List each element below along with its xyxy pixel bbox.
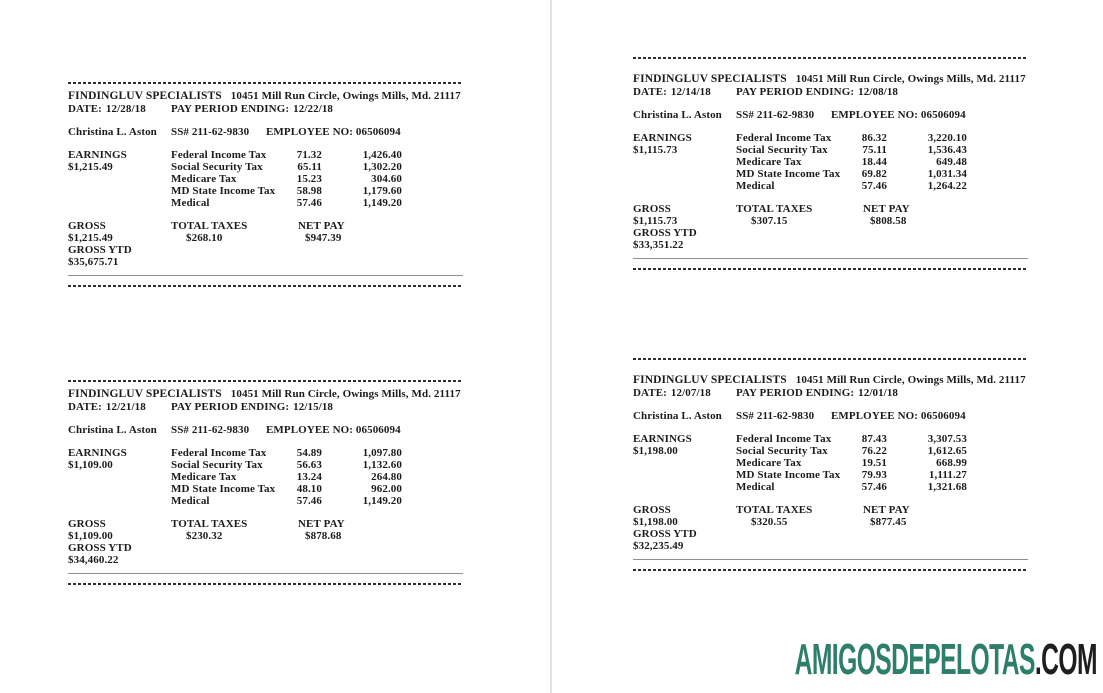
- company-name: FINDINGLUV SPECIALISTS: [68, 388, 222, 400]
- tax-name: Social Security Tax: [736, 144, 828, 156]
- pay-period-cell: [736, 387, 1028, 400]
- total-taxes-label: TOTAL TAXES: [171, 518, 248, 530]
- tax-current-amount: 13.24: [296, 471, 322, 483]
- tax-table: [68, 447, 463, 507]
- tax-ytd-amount: 649.48: [936, 156, 967, 168]
- earnings-label: EARNINGS: [633, 132, 692, 144]
- tax-name: Federal Income Tax: [171, 149, 267, 161]
- total-taxes-amount: $268.10: [186, 232, 223, 244]
- stub-top-dashed-divider: [68, 82, 463, 84]
- tax-row: [171, 483, 463, 495]
- tax-rows: [736, 132, 1028, 192]
- net-pay-amount: $877.45: [870, 516, 907, 528]
- gross-ytd-amount: $35,675.71: [68, 256, 119, 268]
- pay-period-cell: [171, 401, 463, 414]
- net-pay-block: [863, 203, 910, 227]
- tax-ytd-amount: 1,612.65: [927, 445, 967, 457]
- tax-name: Medicare Tax: [171, 471, 237, 483]
- paystub-1: [68, 82, 463, 287]
- pay-period-value: 12/01/18: [858, 387, 899, 399]
- tax-ytd-amount: 668.99: [936, 457, 967, 469]
- tax-current-amount: 15.23: [296, 173, 322, 185]
- tax-name: MD State Income Tax: [171, 483, 276, 495]
- total-taxes-amount: $230.32: [186, 530, 223, 542]
- company-header: [68, 90, 463, 103]
- total-taxes-block: [736, 203, 812, 227]
- gross-ytd-amount: $34,460.22: [68, 554, 119, 566]
- tax-table: [68, 149, 463, 209]
- pay-period-label: PAY PERIOD ENDING:: [171, 401, 290, 413]
- net-pay-label: NET PAY: [298, 518, 345, 530]
- tax-table: [633, 132, 1028, 192]
- tax-row: [171, 197, 463, 209]
- pay-period-label: PAY PERIOD ENDING:: [736, 86, 855, 98]
- gross-ytd-amount: $32,235.49: [633, 540, 684, 552]
- tax-row: [736, 481, 1028, 493]
- tax-ytd-amount: 1,426.40: [362, 149, 402, 161]
- date-label: DATE:: [633, 387, 667, 399]
- stub-bottom-dashed-divider: [68, 285, 463, 287]
- tax-name: Federal Income Tax: [171, 447, 267, 459]
- tax-ytd-amount: 1,536.43: [927, 144, 967, 156]
- date-cell: [633, 387, 736, 400]
- employee-row: [68, 126, 463, 139]
- totals-section: [633, 504, 1028, 552]
- tax-rows: [736, 433, 1028, 493]
- employee-name: Christina L. Aston: [633, 109, 722, 121]
- employee-ssn: SS# 211-62-9830: [171, 126, 250, 138]
- gross-ytd-label: GROSS YTD: [68, 244, 132, 256]
- net-pay-block: [298, 518, 345, 542]
- totals-section: [68, 518, 463, 566]
- gross-label: GROSS: [633, 504, 671, 516]
- earnings-label: EARNINGS: [68, 447, 127, 459]
- tax-row: [171, 495, 463, 507]
- tax-row: [171, 161, 463, 173]
- company-name: FINDINGLUV SPECIALISTS: [633, 73, 787, 85]
- total-taxes-label: TOTAL TAXES: [171, 220, 248, 232]
- paystub-3: [633, 57, 1028, 270]
- tax-current-amount: 76.22: [861, 445, 887, 457]
- gross-ytd-label: GROSS YTD: [633, 227, 697, 239]
- date-label: DATE:: [633, 86, 667, 98]
- tax-ytd-amount: 1,149.20: [362, 197, 402, 209]
- company-name: FINDINGLUV SPECIALISTS: [633, 374, 787, 386]
- earnings-amount: $1,198.00: [633, 445, 678, 457]
- tax-name: MD State Income Tax: [736, 168, 841, 180]
- earnings-amount: $1,215.49: [68, 161, 113, 173]
- tax-rows: [171, 149, 463, 209]
- tax-name: Social Security Tax: [171, 161, 263, 173]
- tax-current-amount: 57.46: [296, 495, 322, 507]
- earnings-block: [633, 132, 692, 156]
- tax-ytd-amount: 3,307.53: [927, 433, 967, 445]
- net-pay-amount: $878.68: [305, 530, 342, 542]
- pay-period-label: PAY PERIOD ENDING:: [171, 103, 290, 115]
- company-header: [633, 374, 1028, 387]
- stub-solid-divider: [633, 258, 1028, 259]
- gross-block: [68, 220, 171, 268]
- gross-label: GROSS: [68, 518, 106, 530]
- pay-period-value: 12/15/18: [293, 401, 334, 413]
- tax-row: [171, 447, 463, 459]
- tax-name: Medical: [736, 481, 775, 493]
- tax-current-amount: 58.98: [296, 185, 322, 197]
- net-pay-label: NET PAY: [863, 203, 910, 215]
- tax-current-amount: 79.93: [861, 469, 887, 481]
- tax-row: [736, 144, 1028, 156]
- tax-name: Medical: [171, 197, 210, 209]
- tax-ytd-amount: 1,149.20: [362, 495, 402, 507]
- tax-ytd-amount: 1,302.20: [362, 161, 402, 173]
- tax-current-amount: 71.32: [296, 149, 322, 161]
- date-row: [68, 401, 463, 414]
- date-row: [633, 86, 1028, 99]
- total-taxes-block: [736, 504, 812, 528]
- tax-name: Federal Income Tax: [736, 433, 832, 445]
- tax-row: [171, 185, 463, 197]
- totals-section: [633, 203, 1028, 251]
- tax-rows: [171, 447, 463, 507]
- gross-label: GROSS: [633, 203, 671, 215]
- company-address: 10451 Mill Run Circle, Owings Mills, Md. 21117: [230, 90, 461, 102]
- employee-number: EMPLOYEE NO: 06506094: [831, 410, 966, 422]
- gross-ytd-label: GROSS YTD: [68, 542, 132, 554]
- tax-current-amount: 75.11: [862, 144, 887, 156]
- tax-name: Social Security Tax: [736, 445, 828, 457]
- tax-current-amount: 87.43: [861, 433, 887, 445]
- stub-top-dashed-divider: [633, 358, 1028, 360]
- stub-solid-divider: [68, 573, 463, 574]
- employee-row: [68, 424, 463, 437]
- tax-current-amount: 56.63: [296, 459, 322, 471]
- tax-ytd-amount: 1,097.80: [362, 447, 402, 459]
- watermark: [794, 635, 1097, 684]
- pay-period-value: 12/22/18: [293, 103, 334, 115]
- tax-ytd-amount: 1,132.60: [362, 459, 402, 471]
- employee-ssn: SS# 211-62-9830: [171, 424, 250, 436]
- stub-top-dashed-divider: [68, 380, 463, 382]
- date-value: 12/14/18: [670, 86, 711, 98]
- date-row: [68, 103, 463, 116]
- date-value: 12/21/18: [105, 401, 146, 413]
- net-pay-label: NET PAY: [298, 220, 345, 232]
- earnings-amount: $1,115.73: [633, 144, 678, 156]
- net-pay-block: [298, 220, 345, 244]
- net-pay-label: NET PAY: [863, 504, 910, 516]
- tax-ytd-amount: 1,031.34: [927, 168, 967, 180]
- employee-number: EMPLOYEE NO: 06506094: [266, 424, 401, 436]
- tax-row: [736, 469, 1028, 481]
- company-name: FINDINGLUV SPECIALISTS: [68, 90, 222, 102]
- watermark-tld-text: .COM: [1034, 635, 1097, 684]
- gross-ytd-label: GROSS YTD: [633, 528, 697, 540]
- gross-amount: $1,198.00: [633, 516, 678, 528]
- gross-label: GROSS: [68, 220, 106, 232]
- company-address: 10451 Mill Run Circle, Owings Mills, Md. 21117: [795, 73, 1026, 85]
- tax-current-amount: 48.10: [296, 483, 322, 495]
- tax-ytd-amount: 264.80: [371, 471, 402, 483]
- net-pay-amount: $947.39: [305, 232, 342, 244]
- gross-block: [633, 203, 736, 251]
- tax-name: MD State Income Tax: [736, 469, 841, 481]
- tax-ytd-amount: 962.00: [371, 483, 402, 495]
- tax-current-amount: 57.46: [861, 180, 887, 192]
- stub-top-dashed-divider: [633, 57, 1028, 59]
- employee-number: EMPLOYEE NO: 06506094: [266, 126, 401, 138]
- employee-name: Christina L. Aston: [68, 126, 157, 138]
- date-cell: [68, 103, 171, 116]
- tax-row: [736, 433, 1028, 445]
- tax-current-amount: 54.89: [296, 447, 322, 459]
- total-taxes-block: [171, 220, 247, 244]
- earnings-block: [68, 149, 127, 173]
- stub-bottom-dashed-divider: [633, 569, 1028, 571]
- net-pay-block: [863, 504, 910, 528]
- tax-ytd-amount: 1,264.22: [927, 180, 967, 192]
- tax-row: [736, 180, 1028, 192]
- date-label: DATE:: [68, 103, 102, 115]
- tax-ytd-amount: 1,179.60: [362, 185, 402, 197]
- tax-row: [171, 173, 463, 185]
- gross-block: [633, 504, 736, 552]
- pay-period-cell: [736, 86, 1028, 99]
- tax-current-amount: 69.82: [861, 168, 887, 180]
- tax-row: [736, 132, 1028, 144]
- total-taxes-amount: $307.15: [751, 215, 788, 227]
- tax-ytd-amount: 1,111.27: [928, 469, 967, 481]
- tax-ytd-amount: 3,220.10: [927, 132, 967, 144]
- earnings-block: [633, 433, 692, 457]
- pay-period-cell: [171, 103, 463, 116]
- tax-name: Medical: [171, 495, 210, 507]
- tax-row: [736, 156, 1028, 168]
- earnings-label: EARNINGS: [633, 433, 692, 445]
- tax-name: Social Security Tax: [171, 459, 263, 471]
- employee-row: [633, 410, 1028, 423]
- totals-section: [68, 220, 463, 268]
- employee-name: Christina L. Aston: [68, 424, 157, 436]
- tax-row: [171, 149, 463, 161]
- tax-current-amount: 57.46: [861, 481, 887, 493]
- gross-amount: $1,115.73: [633, 215, 678, 227]
- watermark-brand-text: AMIGOSDEPELOTAS: [794, 635, 1035, 684]
- earnings-label: EARNINGS: [68, 149, 127, 161]
- employee-name: Christina L. Aston: [633, 410, 722, 422]
- earnings-amount: $1,109.00: [68, 459, 113, 471]
- date-value: 12/07/18: [670, 387, 711, 399]
- date-label: DATE:: [68, 401, 102, 413]
- date-cell: [633, 86, 736, 99]
- date-value: 12/28/18: [105, 103, 146, 115]
- gross-amount: $1,109.00: [68, 530, 113, 542]
- company-header: [633, 73, 1028, 86]
- employee-ssn: SS# 211-62-9830: [736, 410, 815, 422]
- date-cell: [68, 401, 171, 414]
- earnings-block: [68, 447, 127, 471]
- stub-bottom-dashed-divider: [633, 268, 1028, 270]
- tax-name: MD State Income Tax: [171, 185, 276, 197]
- page-divider: [550, 0, 552, 693]
- tax-current-amount: 86.32: [861, 132, 887, 144]
- pay-period-label: PAY PERIOD ENDING:: [736, 387, 855, 399]
- stub-bottom-dashed-divider: [68, 583, 463, 585]
- tax-current-amount: 19.51: [861, 457, 887, 469]
- tax-name: Medicare Tax: [171, 173, 237, 185]
- employee-number: EMPLOYEE NO: 06506094: [831, 109, 966, 121]
- total-taxes-label: TOTAL TAXES: [736, 504, 813, 516]
- tax-ytd-amount: 1,321.68: [927, 481, 967, 493]
- total-taxes-label: TOTAL TAXES: [736, 203, 813, 215]
- company-address: 10451 Mill Run Circle, Owings Mills, Md. 21117: [795, 374, 1026, 386]
- stub-solid-divider: [633, 559, 1028, 560]
- company-header: [68, 388, 463, 401]
- tax-row: [736, 457, 1028, 469]
- tax-name: Medicare Tax: [736, 457, 802, 469]
- employee-row: [633, 109, 1028, 122]
- tax-row: [171, 459, 463, 471]
- pay-period-value: 12/08/18: [858, 86, 899, 98]
- tax-name: Medicare Tax: [736, 156, 802, 168]
- tax-name: Medical: [736, 180, 775, 192]
- paystub-2: [68, 380, 463, 585]
- total-taxes-amount: $320.55: [751, 516, 788, 528]
- company-address: 10451 Mill Run Circle, Owings Mills, Md. 21117: [230, 388, 461, 400]
- stub-solid-divider: [68, 275, 463, 276]
- tax-table: [633, 433, 1028, 493]
- tax-row: [736, 445, 1028, 457]
- date-row: [633, 387, 1028, 400]
- tax-row: [736, 168, 1028, 180]
- tax-current-amount: 18.44: [861, 156, 887, 168]
- employee-ssn: SS# 211-62-9830: [736, 109, 815, 121]
- total-taxes-block: [171, 518, 247, 542]
- gross-block: [68, 518, 171, 566]
- gross-amount: $1,215.49: [68, 232, 113, 244]
- tax-row: [171, 471, 463, 483]
- tax-current-amount: 57.46: [296, 197, 322, 209]
- tax-current-amount: 65.11: [297, 161, 322, 173]
- net-pay-amount: $808.58: [870, 215, 907, 227]
- paystub-4: [633, 358, 1028, 571]
- gross-ytd-amount: $33,351.22: [633, 239, 684, 251]
- tax-name: Federal Income Tax: [736, 132, 832, 144]
- tax-ytd-amount: 304.60: [371, 173, 402, 185]
